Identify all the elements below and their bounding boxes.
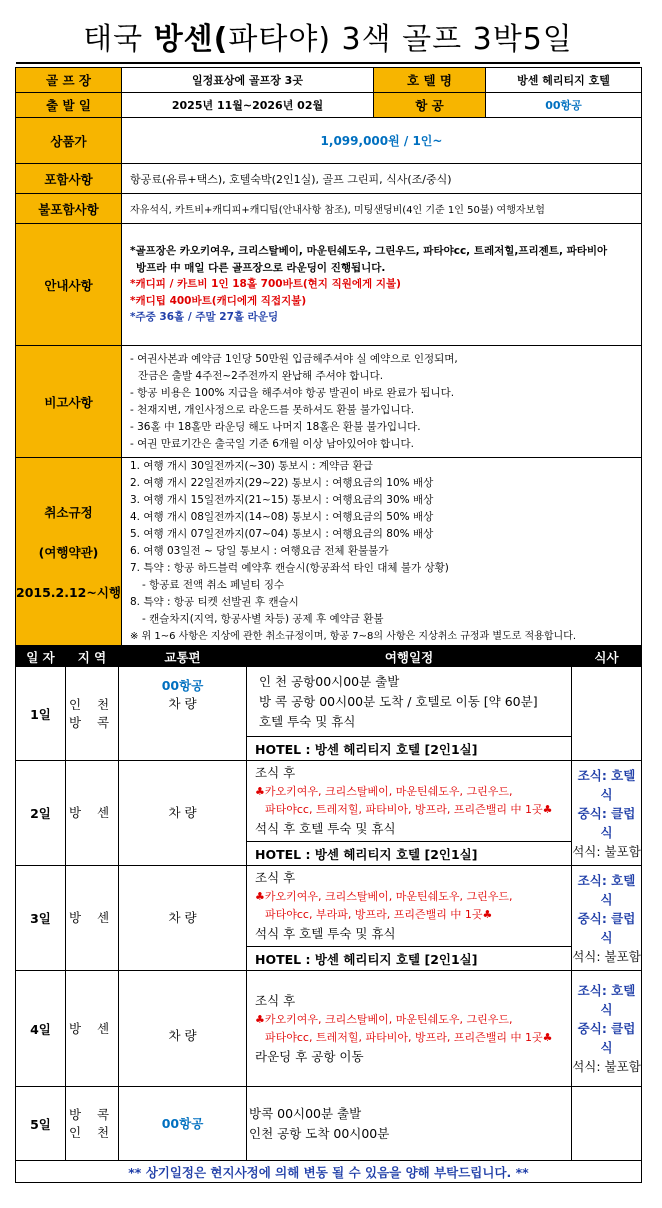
guide-line: *캐디팁 400바트(캐디에게 직접지불): [130, 294, 307, 307]
day-5-transport: 00항공: [119, 1087, 247, 1161]
cancel-line: 7. 특약 : 항공 하드블럭 예약후 캔슬시(항공좌석 타인 대체 불가 상황): [130, 562, 449, 574]
remark-content: [122, 346, 642, 458]
air-value: 00항공: [486, 93, 642, 118]
day-3-transport: 차 량: [119, 866, 247, 971]
golf-course-line: 파타야cc, 트레저힐, 파타비아, 방프라, 프리즌밸리 中 1곳♣: [265, 1030, 553, 1044]
day-2-meal: [572, 761, 642, 866]
remark-line: - 천재지변, 개인사정으로 라운드를 못하셔도 환불 불가입니다.: [130, 403, 415, 416]
day-5-schedule: [247, 1087, 572, 1161]
day-5-meal: [572, 1087, 642, 1161]
golf-course-line: ♣카오키여우, 크리스탈베이, 마운틴쉐도우, 그린우드,: [255, 785, 513, 798]
schedule-line: 조식 후: [255, 992, 296, 1008]
meal-dinner: 석식: 불포함: [572, 1059, 641, 1074]
excl-value: 자유석식, 카트비+캐디피+캐디팁(안내사항 참조), 미팅샌딩비(4인 기준 1인 50불) 여행자보험: [122, 194, 642, 224]
meal-breakfast: 조식: 호텔식: [577, 872, 636, 907]
header-day: 일 자: [16, 647, 66, 667]
day-3-schedule: [247, 866, 572, 947]
depart-label: 출 발 일: [16, 93, 122, 118]
cancel-line: 8. 특약 : 항공 티켓 선발권 후 캔슬시: [130, 596, 299, 608]
meal-breakfast: 조식: 호텔식: [577, 767, 636, 802]
remark-label: 비고사항: [16, 346, 122, 458]
day-4-meal: [572, 971, 642, 1087]
hotel-label: 호 텔 명: [374, 68, 486, 93]
region-name: 인 천: [68, 1124, 116, 1140]
remark-line: - 36홀 中 18홀만 라운딩 해도 나머지 18홀은 환불 불가입니다.: [130, 420, 421, 433]
header-meal: 식사: [572, 647, 642, 667]
day-2-schedule: [247, 761, 572, 842]
golf-value: 일정표상에 골프장 3곳: [122, 68, 374, 93]
day-1-meal: [572, 667, 642, 761]
guide-line: *골프장은 카오키여우, 크리스탈베이, 마운틴쉐도우, 그린우드, 파타야cc, 트레저힐,프리젠트, 파타비아: [130, 245, 608, 258]
schedule-line: 호텔 투숙 및 휴식: [259, 713, 356, 729]
day-4-schedule: [247, 971, 572, 1087]
day-1-transport: [119, 667, 247, 761]
cancel-label-title: 취소규정: [44, 504, 93, 520]
golf-course-line: ♣카오키여우, 크리스탈베이, 마운틴쉐도우, 그린우드,: [255, 1012, 513, 1026]
cancel-content: [122, 458, 642, 646]
schedule-line: 방콕 00시00분 출발: [249, 1105, 362, 1121]
cancel-label-date: 2015.2.12~시행: [16, 584, 122, 600]
schedule-line: 석식 후 호텔 투숙 및 휴식: [255, 821, 396, 836]
cancel-line: - 항공료 전액 취소 페널티 징수: [142, 579, 285, 591]
title-rest: 파타야) 3색 골프 3박5일: [228, 22, 573, 57]
remark-line: - 여권사본과 예약금 1인당 50만원 입금해주셔야 실 예약으로 인정되며,: [130, 352, 458, 365]
meal-breakfast: 조식: 호텔식: [577, 983, 636, 1017]
day-2-hotel: HOTEL : 방센 헤리티지 호텔 [2인1실]: [247, 842, 572, 866]
schedule-line: 석식 후 호텔 투숙 및 휴식: [255, 926, 396, 941]
airline: 00항공: [161, 678, 204, 693]
header-region: 지 역: [66, 647, 119, 667]
schedule-line: 조식 후: [255, 870, 296, 885]
meal-lunch: 중식: 클럽식: [577, 1021, 636, 1055]
remark-line: - 여권 만료기간은 출국일 기준 6개월 이상 남아있어야 합니다.: [130, 437, 414, 450]
depart-value: 2025년 11월~2026년 02월: [122, 93, 374, 118]
title-bold: 방센(: [153, 22, 229, 57]
day-1-region: [66, 667, 119, 761]
cancel-line: 4. 여행 개시 08일전까지(14~08) 통보시 : 여행요금의 50% 배상: [130, 511, 434, 523]
page-title: [16, 16, 640, 64]
schedule-line: 라운딩 후 공항 이동: [255, 1048, 364, 1064]
schedule-line: 인천 공항 도착 00시00분: [249, 1125, 390, 1141]
product-info-table: [15, 67, 642, 646]
day-3-meal: [572, 866, 642, 971]
day-4-transport: 차 량: [119, 971, 247, 1087]
day-3-hotel: HOTEL : 방센 헤리티지 호텔 [2인1실]: [247, 947, 572, 971]
golf-label: 골 프 장: [16, 68, 122, 93]
region-name: 방 콕: [68, 1106, 116, 1122]
cancel-line: 3. 여행 개시 15일전까지(21~15) 통보시 : 여행요금의 30% 배상: [130, 494, 434, 506]
guide-line: 방프라 中 매일 다른 골프장으로 라운딩이 진행됩니다.: [136, 261, 386, 274]
remark-line: 잔금은 출발 4주전~2주전까지 완납해 주셔야 합니다.: [138, 369, 384, 382]
price-value: 1,099,000원 / 1인~: [122, 118, 642, 164]
excl-label: 불포함사항: [16, 194, 122, 224]
day-2-transport: 차 량: [119, 761, 247, 866]
golf-course-line: 파타야cc, 부라파, 방프라, 프리즌밸리 中 1곳♣: [265, 908, 493, 921]
meal-dinner: 석식: 불포함: [572, 948, 641, 964]
day-1-schedule: [247, 667, 572, 737]
region-name: 인 천: [68, 696, 116, 712]
guide-label: 안내사항: [16, 224, 122, 346]
incl-label: 포함사항: [16, 164, 122, 194]
cancel-line: - 캔슬차지(지역, 항공사별 차등) 공제 후 예약금 환불: [142, 613, 384, 625]
title-prefix: 태국: [83, 22, 144, 57]
day-1: 1일: [16, 667, 66, 761]
day-4-region: 방 센: [66, 971, 119, 1087]
schedule-line: 조식 후: [255, 765, 296, 780]
day-3-region: 방 센: [66, 866, 119, 971]
meal-dinner: 석식: 불포함: [572, 843, 641, 859]
day-4: 4일: [16, 971, 66, 1087]
header-transport: 교통편: [119, 647, 247, 667]
price-label: 상품가: [16, 118, 122, 164]
schedule-line: 인 천 공항00시00분 출발: [259, 673, 400, 689]
cancel-line: ※ 위 1~6 사항은 지상에 관한 취소규정이며, 항공 7~8의 사항은 지상취소 규정과 별도로 적용합니다.: [130, 631, 577, 642]
guide-content: [122, 224, 642, 346]
cancel-label: [16, 458, 122, 646]
golf-course-line: 파타야cc, 트레저힐, 파타비아, 방프라, 프리즌밸리 中 1곳♣: [265, 803, 553, 816]
itinerary-footer-note: ** 상기일정은 현지사정에 의해 변동 될 수 있음을 양해 부탁드립니다. **: [16, 1161, 642, 1183]
day-2: 2일: [16, 761, 66, 866]
meal-lunch: 중식: 클럽식: [577, 910, 636, 945]
region-name: 방 콕: [68, 714, 116, 730]
header-schedule: 여행일정: [247, 647, 572, 667]
remark-line: - 항공 비용은 100% 지급을 해주셔야 항공 발권이 바로 완료가 됩니다.: [130, 386, 455, 399]
meal-lunch: 중식: 클럽식: [577, 805, 636, 840]
schedule-line: 방 콕 공항 00시00분 도착 / 호텔로 이동 [약 60분]: [259, 693, 538, 709]
hotel-value: 방센 헤리티지 호텔: [486, 68, 642, 93]
guide-line: *캐디피 / 카트비 1인 18홀 700바트(현지 직원에게 지불): [130, 278, 401, 291]
cancel-line: 6. 여행 03일전 ~ 당일 통보시 : 여행요금 전체 환불불가: [130, 545, 389, 557]
cancel-line: 5. 여행 개시 07일전까지(07~04) 통보시 : 여행요금의 80% 배상: [130, 528, 434, 540]
day-2-region: 방 센: [66, 761, 119, 866]
guide-line: *주중 36홀 / 주말 27홀 라운딩: [130, 311, 279, 324]
cancel-line: 1. 여행 개시 30일전까지(~30) 통보시 : 계약금 환급: [130, 460, 373, 472]
golf-course-line: ♣카오키여우, 크리스탈베이, 마운틴쉐도우, 그린우드,: [255, 890, 513, 903]
cancel-label-sub: (여행약관): [38, 544, 99, 560]
incl-value: 항공료(유류+택스), 호텔숙박(2인1실), 골프 그린피, 식사(조/중식): [122, 164, 642, 194]
air-label: 항 공: [374, 93, 486, 118]
day-5: 5일: [16, 1087, 66, 1161]
vehicle: 차 량: [168, 696, 197, 711]
day-5-region: [66, 1087, 119, 1161]
itinerary-table: [15, 646, 642, 1183]
cancel-line: 2. 여행 개시 22일전까지(29~22) 통보시 : 여행요금의 10% 배상: [130, 477, 434, 489]
day-3: 3일: [16, 866, 66, 971]
day-1-hotel: HOTEL : 방센 헤리티지 호텔 [2인1실]: [247, 737, 572, 761]
